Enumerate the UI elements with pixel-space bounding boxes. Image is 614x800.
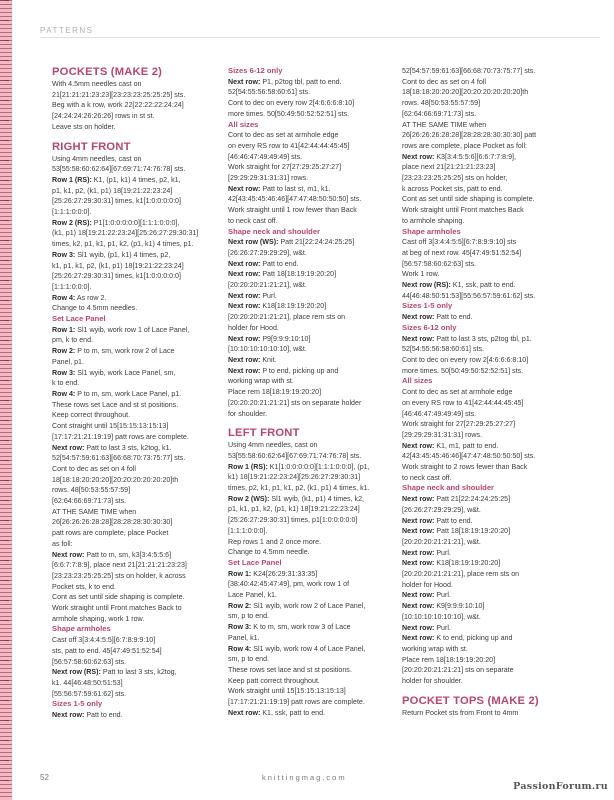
row-label: Row 1 (RS): — [52, 175, 92, 184]
instruction-line: [17:17:21:21:19:19] patt rows are complete. — [228, 698, 365, 707]
row-label: Next row: — [228, 184, 261, 193]
row-label: Next row: — [228, 302, 261, 311]
subsection-heading: Shape armholes — [52, 624, 111, 634]
instruction-line: working wrap with st. — [402, 644, 468, 653]
instruction-text: K to end, picking up and — [436, 634, 513, 643]
instruction-line — [228, 601, 398, 612]
instruction-text: Patt 18[18:19:19:20:20] — [436, 527, 511, 536]
instruction-line: 44[46:48:50:51:53][55:56:57:59:61:62] sts. — [402, 291, 536, 300]
instruction-text: Purl. — [262, 291, 277, 300]
instruction-line — [52, 389, 222, 400]
instruction-line: [29:29:29:31:31:31] rows. — [402, 430, 483, 439]
instruction-line: [17:17:21:21:19:19] patt rows are complete. — [52, 432, 189, 441]
instruction-text: P1, p2tog tbl, patt to end. — [262, 77, 342, 86]
instruction-line: Pocket sts, k to end. — [52, 582, 116, 591]
row-label: Next row: — [52, 443, 85, 452]
instruction-line: Work straight until 1 row fewer than Back — [228, 206, 357, 215]
subsection-heading: Sizes 1-5 only — [52, 699, 103, 709]
row-label: Next row: — [402, 152, 435, 161]
instruction-line: [23:23:23:25:25:25] sts on holder, k across — [52, 571, 186, 580]
instruction-line — [52, 325, 222, 336]
row-label: Row 4: — [52, 293, 76, 302]
instruction-text: K1, ssk, patt to end. — [452, 281, 516, 290]
instruction-line: 53[55:58:60:62:64][67:69:71:74:76:78] sts. — [52, 165, 186, 174]
instruction-line: 18[18:18:20:20:20][20:20:20:20:20:20]th — [402, 88, 529, 97]
instruction-line — [52, 710, 222, 721]
instruction-line: [46:46:47:49:49:49] sts. — [402, 409, 477, 418]
instruction-line — [402, 441, 572, 452]
row-label: Row 3: — [52, 368, 76, 377]
subsection-heading: All sizes — [402, 376, 433, 386]
instruction-line: k1. 44[46:48:50:51:53] — [52, 678, 123, 687]
row-label: Row 4: — [52, 389, 76, 398]
instruction-line: Cont to dec as set at armhole edge — [402, 388, 513, 397]
subsection-heading: All sizes — [228, 119, 259, 129]
instruction-line: Cont to dec as set on 4 foll — [52, 464, 136, 473]
instruction-line: sts, patt to end. 45[47:49:51:52:54] — [52, 646, 162, 655]
instruction-line: p1, k1, p2, (k1, p1) 18[19:21:22:23:24] — [52, 186, 173, 195]
instruction-line: Change to 4.5mm needle. — [228, 548, 310, 557]
row-label: Next row: — [402, 559, 435, 568]
instruction-line — [52, 443, 222, 454]
instruction-text: Purl. — [436, 548, 451, 557]
instruction-line: [62:64:66:69:71:73] sts. — [52, 497, 127, 506]
instruction-text: K24[26:29:31:33:35] — [253, 569, 318, 578]
instruction-line: more times. 50[50:49:50:52:52:51] sts. — [402, 366, 524, 375]
row-label: Next row: — [228, 366, 261, 375]
row-label: Next row: — [228, 77, 261, 86]
row-label: Next row: — [228, 270, 261, 279]
row-label: Next row: — [402, 527, 435, 536]
row-label: Next row: — [228, 708, 261, 717]
section-heading: LEFT FRONT — [228, 427, 300, 440]
instruction-line: Keep patt correct throughout. — [228, 676, 320, 685]
instruction-line: holder for Hood. — [402, 580, 453, 589]
instruction-line — [402, 623, 572, 634]
instruction-line — [52, 175, 222, 186]
instruction-text: Sl1 wyib, work Lace Panel, sm, — [77, 368, 176, 377]
instruction-line — [228, 334, 398, 345]
instruction-text: Patt 18[18:19:19:20:20] — [262, 270, 337, 279]
instruction-line: 26[26:26:26:28:28][28:28:28:30:30:30] — [52, 518, 173, 527]
instruction-line: Return Pocket sts from Front to 4mm — [402, 708, 519, 717]
instruction-line — [52, 293, 222, 304]
pattern-column-2 — [228, 66, 398, 718]
instruction-text: P to m, sm, work row 2 of Lace — [77, 347, 175, 356]
subsection-heading: Sizes 6-12 only — [402, 322, 457, 332]
instruction-line: for shoulder. — [228, 409, 268, 418]
instruction-line: k1) 18[19:21:22:23:24][25:26:27:29:30:31] — [228, 473, 361, 482]
instruction-line — [52, 368, 222, 379]
instruction-text: K1, ssk, patt to end. — [262, 708, 326, 717]
row-label: Next row (RS): — [52, 668, 101, 677]
section-heading: POCKET TOPS (MAKE 2) — [402, 694, 539, 707]
instruction-line: [10:10:10:10:10:10], w&t. — [228, 345, 307, 354]
instruction-line — [228, 355, 398, 366]
instruction-text: Patt to end. — [436, 516, 473, 525]
instruction-line: 21[21:21:21:23:23][23:23:23:25:25:25] sts. — [52, 90, 186, 99]
instruction-text: Purl. — [436, 591, 451, 600]
row-label: Next row: — [402, 441, 435, 450]
row-label: Next row: — [402, 548, 435, 557]
subsection-heading: Set Lace Panel — [52, 314, 106, 324]
instruction-line — [228, 462, 398, 473]
instruction-line: holder for shoulder. — [402, 677, 463, 686]
instruction-line: 52[54:55:56:58:60:61] sts. — [228, 88, 311, 97]
instruction-line — [402, 280, 572, 291]
instruction-line — [402, 558, 572, 569]
watermark: PassionForum.ru — [513, 781, 608, 792]
instruction-line: working wrap with st. — [228, 377, 294, 386]
instruction-text: Knit. — [262, 355, 277, 364]
instruction-line: Work 1 row. — [402, 270, 440, 279]
instruction-line — [52, 250, 222, 261]
instruction-line — [402, 334, 572, 345]
instruction-line: 42[43:45:45:46:46][47:47:48:50:50:50] sts. — [228, 195, 362, 204]
row-label: Next row: — [228, 291, 261, 300]
row-label: Row 3: — [52, 250, 76, 259]
instruction-text: P1[1:0:0:0:0:0][1:1:1:0:0:0], — [93, 218, 180, 227]
page-number: 52 — [40, 773, 49, 782]
row-label: Next row: — [402, 623, 435, 632]
row-label: Row 2 (RS): — [52, 218, 92, 227]
instruction-text: As row 2. — [76, 293, 107, 302]
instruction-text: Sl1 wyib, (k1, p1) 4 times, k2, — [271, 494, 365, 503]
instruction-line: [38:40:42:45:47:49], pm, work row 1 of — [228, 580, 350, 589]
instruction-line: sm, p to end. — [228, 655, 270, 664]
row-label: Next row: — [402, 313, 435, 322]
row-label: Next row (RS): — [402, 281, 451, 290]
row-label: Next row: — [228, 259, 261, 268]
instruction-line: on every RS row to 41[42:44:44:45:45] — [402, 398, 524, 407]
tape-measure-ruler — [0, 0, 12, 800]
instruction-line: 52[54:57:59:61:63][66:68:70:73:75:77] sts. — [52, 454, 186, 463]
instruction-text: P to end, picking up and — [262, 366, 339, 375]
instruction-text: K9[9:9:9:10:10] — [436, 602, 485, 611]
instruction-text: K3[3:4:5:5:6][6:6:7:7:8:9], — [436, 152, 516, 161]
instruction-line: to neck cast off. — [228, 216, 278, 225]
row-label: Next row: — [402, 634, 435, 643]
row-label: Row 1: — [52, 325, 76, 334]
instruction-line: 52[54:55:56:58:60:61] sts. — [402, 345, 485, 354]
instruction-line — [402, 526, 572, 537]
pattern-column-3 — [402, 66, 572, 718]
instruction-line: [56:57:58:60:62:63] sts. — [52, 657, 127, 666]
instruction-line — [52, 218, 222, 229]
instruction-line: k1, p1, k1, p2, (k1, p1) 18[19:21:22:23:24] — [52, 261, 184, 270]
instruction-line: times, p2, k1, p1, k1, p2, (k1, p1) 4 times, k1. — [228, 484, 370, 493]
instruction-line: patt rows are complete, place Pocket — [52, 529, 169, 538]
instruction-line: 26[26:26:26:28:28][28:28:28:30:30:30] patt — [402, 131, 537, 140]
instruction-line — [402, 601, 572, 612]
instruction-text: P9[9:9:9:10:10] — [262, 334, 311, 343]
instruction-line: [24:24:24:26:26:26] rows in st st. — [52, 112, 155, 121]
row-label: Next row: — [402, 495, 435, 504]
instruction-line: Cont to dec on every row 2[4:6:6:6:8:10] — [402, 355, 529, 364]
instruction-line: (k1, p1) 18[19:21:22:23:24][25:26:27:29:30:31] — [52, 229, 199, 238]
instruction-line: [1:1:1:0:0:0]. — [228, 526, 268, 535]
instruction-line: Cast off 3[3:4:4:5:5][6:7:8:9:9:10] sts — [402, 238, 517, 247]
row-label: Row 1: — [228, 569, 252, 578]
instruction-text: Patt 21[22:24:24:25:25] — [436, 495, 511, 504]
instruction-line: Work straight to 2 rows fewer than Back — [402, 463, 528, 472]
instruction-line — [402, 494, 572, 505]
instruction-line: Lace Panel, k1. — [228, 591, 277, 600]
instruction-line: 18[18:18:20:20:20][20:20:20:20:20:20]th — [52, 475, 179, 484]
instruction-line: 42[43:45:45:46:46][47:47:48:50:50:50] sts. — [402, 452, 536, 461]
instruction-line: [56:57:58:60:62:63] sts. — [402, 259, 477, 268]
instruction-line: AT THE SAME TIME when — [402, 120, 487, 129]
instruction-line: p1, k1, p1, k2, (p1, k1) 18[19:21:22:23:24] — [228, 505, 360, 514]
instruction-text: Patt to last st, m1, k1. — [262, 184, 331, 193]
instruction-line — [402, 590, 572, 601]
pattern-column-1 — [52, 66, 222, 721]
instruction-text: Patt to last 3 sts, k2tog, k1. — [86, 443, 172, 452]
section-label: PATTERNS — [40, 26, 94, 35]
instruction-line — [52, 550, 222, 561]
instruction-line: Leave sts on holder. — [52, 122, 116, 131]
instruction-line: holder for Hood. — [228, 323, 279, 332]
instruction-line: Panel, k1. — [228, 633, 260, 642]
instruction-line: sm, p to end. — [228, 612, 270, 621]
instruction-line — [402, 152, 572, 163]
instruction-line: Place rem 18[18:19:19:20:20] — [228, 388, 322, 397]
instruction-line — [228, 622, 398, 633]
instruction-line — [52, 667, 222, 678]
instruction-line — [228, 569, 398, 580]
instruction-line: [1:1:1:0:0:0]. — [52, 208, 92, 217]
row-label: Row 4: — [228, 644, 252, 653]
instruction-text: K to m, sm, work row 3 of Lace — [253, 623, 351, 632]
instruction-line: Cont straight until 15[15:15:13:15:13] — [52, 422, 169, 431]
section-gap — [402, 687, 572, 695]
instruction-line: Using 4mm needles, cast on — [228, 441, 318, 450]
subsection-heading: Sizes 1-5 only — [402, 301, 453, 311]
instruction-line: Change to 4.5mm needles. — [52, 304, 138, 313]
instruction-line: [26:26:27:29:29:29], w&t. — [402, 505, 481, 514]
row-label: Next row: — [402, 602, 435, 611]
instruction-text: P to m, sm, work Lace Panel, p1. — [77, 389, 182, 398]
instruction-line: Work straight until Front matches Back — [402, 206, 524, 215]
instruction-line: [20:20:20:21:21:21], w&t. — [402, 537, 481, 546]
instruction-line: These rows set Lace and st st positions. — [52, 400, 179, 409]
row-label: Next row: — [402, 516, 435, 525]
instruction-line — [228, 237, 398, 248]
instruction-line: AT THE SAME TIME when — [52, 507, 137, 516]
instruction-line: to neck cast off. — [402, 473, 452, 482]
row-label: Next row: — [402, 591, 435, 600]
row-label: Row 2: — [52, 347, 76, 356]
subsection-heading: Shape neck and shoulder — [228, 226, 320, 236]
section-heading: POCKETS (MAKE 2) — [52, 66, 163, 78]
instruction-text: Patt to end. — [436, 313, 473, 322]
subsection-heading: Shape neck and shoulder — [402, 483, 494, 493]
instruction-line: 53[55:58:60:62:64][67:69:71:74:76:78] sts. — [228, 451, 362, 460]
instruction-line — [402, 633, 572, 644]
row-label: Row 3: — [228, 623, 252, 632]
instruction-line — [228, 259, 398, 270]
instruction-text: Purl. — [436, 623, 451, 632]
instruction-line: to armhole shaping. — [402, 216, 465, 225]
instruction-line — [402, 548, 572, 559]
instruction-line: place next 21[21:21:21:23:23] — [402, 163, 496, 172]
instruction-line — [228, 291, 398, 302]
instruction-line: [1:1:1:0:0:0]. — [52, 282, 92, 291]
instruction-line: Place rem 18[18:19:19:20:20] — [402, 655, 496, 664]
instruction-line: [62:64:66:69:71:73] sts. — [402, 109, 477, 118]
instruction-line: Cont to dec as set on 4 foll — [402, 77, 486, 86]
row-label: Next row: — [228, 355, 261, 364]
instruction-line: [20:20:20:21:21:21], place rem sts on — [402, 570, 520, 579]
section-gap — [52, 133, 222, 141]
instruction-line: times, k2, p1, k1, p1, k2, (p1, k1) 4 times, p1. — [52, 240, 194, 249]
instruction-line: [25:26:27:29:30:31] times, k1[1:0:0:0:0:0] — [52, 272, 181, 281]
instruction-line — [52, 346, 222, 357]
instruction-line: Beg with a k row, work 22[22:22:22:24:24] — [52, 101, 184, 110]
instruction-line: [20:20:20:21:21:21] sts on separate holder — [228, 398, 362, 407]
instruction-line: Cont as set until side shaping is complete. — [52, 593, 185, 602]
subsection-heading: Set Lace Panel — [228, 557, 282, 567]
instruction-line: [6:6:7:7:8:9], place next 21[21:21:21:23:23] — [52, 561, 187, 570]
instruction-line: Cont as set until side shaping is complete. — [402, 195, 535, 204]
instruction-text: K18[18:19:19:20:20] — [436, 559, 501, 568]
instruction-line: Cast off 3[3:4:4:5:5][6:7:8:9:9:10] — [52, 636, 156, 645]
instruction-text: K1[1:0:0:0:0:0][1:1:1:0:0:0], (p1, — [269, 462, 370, 471]
instruction-line: at beg of next row. 45[47:49:51:52:54] — [402, 248, 522, 257]
instruction-line: [20:20:20:21:21:21], w&t. — [228, 281, 307, 290]
instruction-text: K1, m1, patt to end. — [436, 441, 499, 450]
instruction-line — [402, 312, 572, 323]
subsection-heading: Sizes 6-12 only — [228, 66, 283, 75]
instruction-line — [228, 269, 398, 280]
instruction-line — [228, 77, 398, 88]
instruction-text: Patt to last 3 sts, p2tog tbl, p1. — [436, 334, 532, 343]
instruction-line — [228, 494, 398, 505]
row-label: Next row: — [228, 334, 261, 343]
instruction-line — [228, 301, 398, 312]
row-label: Next row: — [52, 550, 85, 559]
instruction-line: Cont to dec as set at armhole edge — [228, 131, 339, 140]
subsection-heading: Shape armholes — [402, 226, 461, 236]
instruction-line: Work straight for 27[27:29:25:27:27] — [402, 420, 516, 429]
instruction-line: These rows set lace and st st positions. — [228, 665, 352, 674]
instruction-line: rows. 48[50:53:55:57:59] — [52, 486, 131, 495]
instruction-line: Work straight until 15[15:15:13:15:13] — [228, 687, 346, 696]
instruction-line — [228, 644, 398, 655]
instruction-line: [20:20:20:21:21:21], place rem sts on — [228, 313, 346, 322]
instruction-line: [29:29:29:31:31:31] rows. — [228, 174, 309, 183]
instruction-text: Sl1 wyib, (p1, k1) 4 times, p2, — [77, 250, 171, 259]
ruler-tick-marks — [3, 0, 9, 800]
header-divider — [40, 37, 600, 38]
instruction-line: on every RS row to 41[42:44:44:45:45] — [228, 141, 350, 150]
instruction-line: [20:20:20:21:21:21] sts on separate — [402, 666, 514, 675]
instruction-line — [228, 708, 398, 719]
instruction-line: k across Pocket sts, patt to end. — [402, 184, 503, 193]
instruction-text: Patt to end. — [262, 259, 299, 268]
instruction-line: as foll: — [52, 539, 73, 548]
row-label: Next row (WS): — [228, 238, 279, 247]
instruction-line: Work straight for 27[27:29:25:27:27] — [228, 163, 342, 172]
instruction-text: Patt to last 3 sts, k2tog, — [102, 668, 177, 677]
instruction-line: Work straight until Front matches Back to — [52, 604, 182, 613]
instruction-text: Patt to end. — [86, 711, 123, 720]
row-label: Row 2: — [228, 601, 252, 610]
instruction-text: K18[18:19:19:20:20] — [262, 302, 327, 311]
row-label: Next row: — [52, 711, 85, 720]
row-label: Next row: — [402, 334, 435, 343]
instruction-line: [26:26:27:29:29:29], w&t. — [228, 248, 307, 257]
instruction-line: [10:10:10:10:10:10], w&t. — [402, 612, 481, 621]
instruction-line: k to end. — [52, 379, 80, 388]
instruction-line: more times. 50[50:49:50:52:52:51] sts. — [228, 109, 350, 118]
instruction-line: Cont to dec on every row 2[4:6:6:6:8:10] — [228, 99, 355, 108]
instruction-line: Panel, p1. — [52, 357, 84, 366]
instruction-text: Sl1 wyib, work row 2 of Lace Panel, — [253, 601, 366, 610]
row-label: Row 2 (WS): — [228, 494, 270, 503]
instruction-text: K1, (p1, k1) 4 times, p2, k1, — [93, 175, 181, 184]
instruction-line: rows are complete, place Pocket as foll: — [402, 141, 527, 150]
instruction-text: Patt to m, sm, k3[3:4:5:5:6] — [86, 550, 172, 559]
instruction-text: Sl1 wyib, work row 1 of Lace Panel, — [77, 325, 190, 334]
instruction-line: 52[54:57:59:61:63][66:68:70:73:75:77] sts. — [402, 67, 536, 75]
instruction-line: armhole shaping, work 1 row. — [52, 614, 145, 623]
section-gap — [228, 419, 398, 427]
website-footer: knittingmag.com — [262, 773, 347, 782]
instruction-line: rows. 48[50:53:55:57:59] — [402, 99, 481, 108]
instruction-line: Rep rows 1 and 2 once more. — [228, 537, 322, 546]
instruction-line: [25:26:27:29:30:31] times, p1[1:0:0:0:0:0] — [228, 516, 358, 525]
instruction-line — [402, 516, 572, 527]
instruction-line: Using 4mm needles, cast on — [52, 154, 142, 163]
instruction-line: [23:23:23:25:25:25] sts on holder, — [402, 174, 508, 183]
instruction-line: pm, k to end. — [52, 336, 94, 345]
section-heading: RIGHT FRONT — [52, 140, 131, 153]
instruction-text: Sl1 wyib, work row 4 of Lace Panel, — [253, 644, 366, 653]
instruction-line — [228, 366, 398, 377]
instruction-line: [55:56:57:59:61:62] sts. — [52, 689, 127, 698]
instruction-line: [25:26:27:29:30:31] times, k1[1:0:0:0:0:0] — [52, 197, 181, 206]
instruction-line — [228, 184, 398, 195]
row-label: Row 1 (RS): — [228, 462, 268, 471]
instruction-line: Keep correct throughout. — [52, 411, 131, 420]
instruction-text: Patt 21[22:24:24:25:25] — [280, 238, 355, 247]
instruction-line: [46:46:47:49:49:49] sts. — [228, 152, 303, 161]
instruction-line: With 4.5mm needles cast on — [52, 80, 142, 88]
